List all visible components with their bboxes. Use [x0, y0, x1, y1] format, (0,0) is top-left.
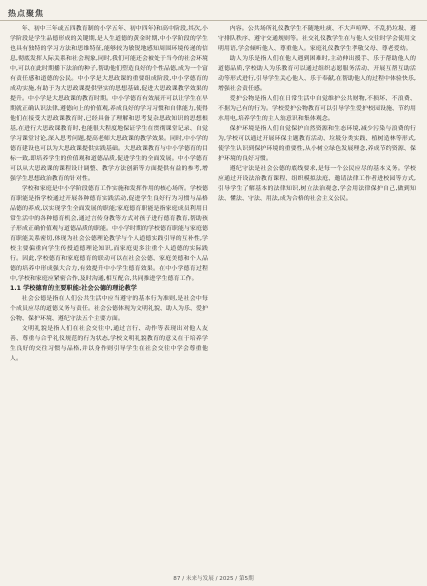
paragraph: 内容。公共场所礼仪教学生不随地吐痰、不大声喧哗、不乱扔垃圾、遵守排队秩序、遵守交通规则等。社交礼仪教学生在与他人交往时学会使用文明用语,学会倾听他人、尊重他人。家庭礼仪教学生孝敬父母、尊老爱幼。	[218, 26, 416, 52]
subheading: 1.1 学校德育的主要职能:社会公德的理论教学	[10, 285, 137, 292]
paragraph: 保护环境是指人们自觉保护自然资源和生态环境,减少污染与浪费的行为,学校可以通过开展环保主题教育活动、垃圾分类实践、植树造林等形式,使学生认识到保护环境的重要性,从小树立绿色发展理念,养成节约资源、保护环境的良好习惯。	[218, 126, 416, 162]
paragraph: 爱护公物是指人们在日常生活中自觉维护公共财物,不损坏、不浪费、不据为己有的行为。学校爱护公物教育可以引导学生爱护校园设施、节约用水用电,培养学生的主人翁意识和集体观念。	[218, 96, 416, 122]
paragraph: 社会公德是指在人们公共生活中应当遵守的基本行为准则,是社会中每个成员应尽的道德义务与责任。社会公德体现为文明礼貌、助人为乐、爱护公物、保护环境、遵纪守法五个主要方面。	[10, 296, 208, 322]
paragraph: 助人为乐是指人们在他人遇到困难时,主动伸出援手、乐于帮助他人的道德品质,学校助人为乐教育可以通过组织志愿服务活动、开展互帮互助活动等形式进行,引导学生关心他人、乐于奉献,在帮助他人的过程中体验快乐,增强社会责任感。	[218, 56, 416, 92]
paragraph: 年、初中三年或五四教育制的小学五年、初中四年)和高中阶段,其次,小学阶段是学生品德形成的关键期,是人生道德的黄金时期,中小学阶段的学生也具有独特的学习方法和思维特征,能够较为敏锐地感知周围环境传递的信息,彻底发挥人际关系和社会现象,同时,我们可能还会被处于当今的社会环境中,可以在此时期播下法治的种子,帮助他们塑造良好的个性品德,成为一个富有责任感和道德的公民。中小学是大思政课的重要组成阶段,中小学德育的成功实施,有助于为大思政课提供坚实的思想基础,促进大思政课教学效果的提升。中小学是大思政课的教育时期。中小学德育有效展开可以让学生在早期就正确认识法律,遵德向上的价值观,养成良好的学习习惯和自律能力,使得他们在接受大思政课教育时,已经具备了理解和思考复杂思政知识的思想根基,在进行大思政课教育时,也能很大程度地保证学生在贯彻课堂记录、自觉学习课堂讨论,深入思考问题,提高老师大思政课的教学效果。同时,中小学的德育建设也可以为大思政课提供实践基础。大思政课教育与中小学德育的目标一致,即培养学生的价值观和道德品质,促进学生的全面发展。中小学德育可以从大思政课的课程设计调整、教学方法创新等方面提供有益的参考,增强学生思想政治教育的针对性。	[10, 26, 208, 182]
paragraph: 学校和家庭是中小学阶段德育工作实施和发挥作用的核心场所。学校德育职能是指学校通过开展各种德育实践活动,促进学生良好行为习惯与品格品德的养成,以实现学生全面发展的职能;家庭德育职能是指家庭成员利用日常生活中的各种德育机会,通过言传身教等方式对孩子进行德育教育,帮助孩子形成正确价值观与道德品质的职能。中小学时期的学校德育职能与家庭德育职能关系密切,体现为社会公德理论教学与个人道德实践引导的互补性,学校主要偏重向学生传授道德理论知识,而家庭更多注重个人道德的实际践行。因此,学校德育和家庭德育的联动可以在社会公德、家庭美德和个人品德的培养中形成强大合力,有效提升中小学生德育效果。在中小学德育过程中,学校和家庭应紧密合作,及时沟通,相互配合,共同推进学生德育工作。	[10, 186, 208, 282]
paragraph: 文明礼貌是指人们在社会交往中,通过言行、动作等表现出对他人友善、尊重与合乎礼仪规范的行为状态,学校文明礼貌教育的意义在于培养学生良好的交往习惯与品格,并以身作则引导学生在社会交往中学会尊重他人。	[10, 326, 208, 362]
section-title: 热点聚焦	[8, 8, 44, 18]
right-column	[218, 24, 416, 560]
paragraph: 遵纪守法是社会公德的底线要求,是每一个公民应尽的基本义务。学校应通过开设法治教育课程、组织模拟法庭、邀请法律工作者进校园等方式,引导学生了解基本的法律知识,树立法治观念,学会用法律保护自己,做到知法、懂法、守法、用法,成为合格的社会主义公民。	[218, 166, 416, 202]
left-column	[10, 24, 208, 560]
header-divider	[0, 20, 427, 21]
page-footer: 87 / 未来与发展 / 2025 / 第5期	[173, 576, 254, 582]
header	[8, 6, 44, 20]
